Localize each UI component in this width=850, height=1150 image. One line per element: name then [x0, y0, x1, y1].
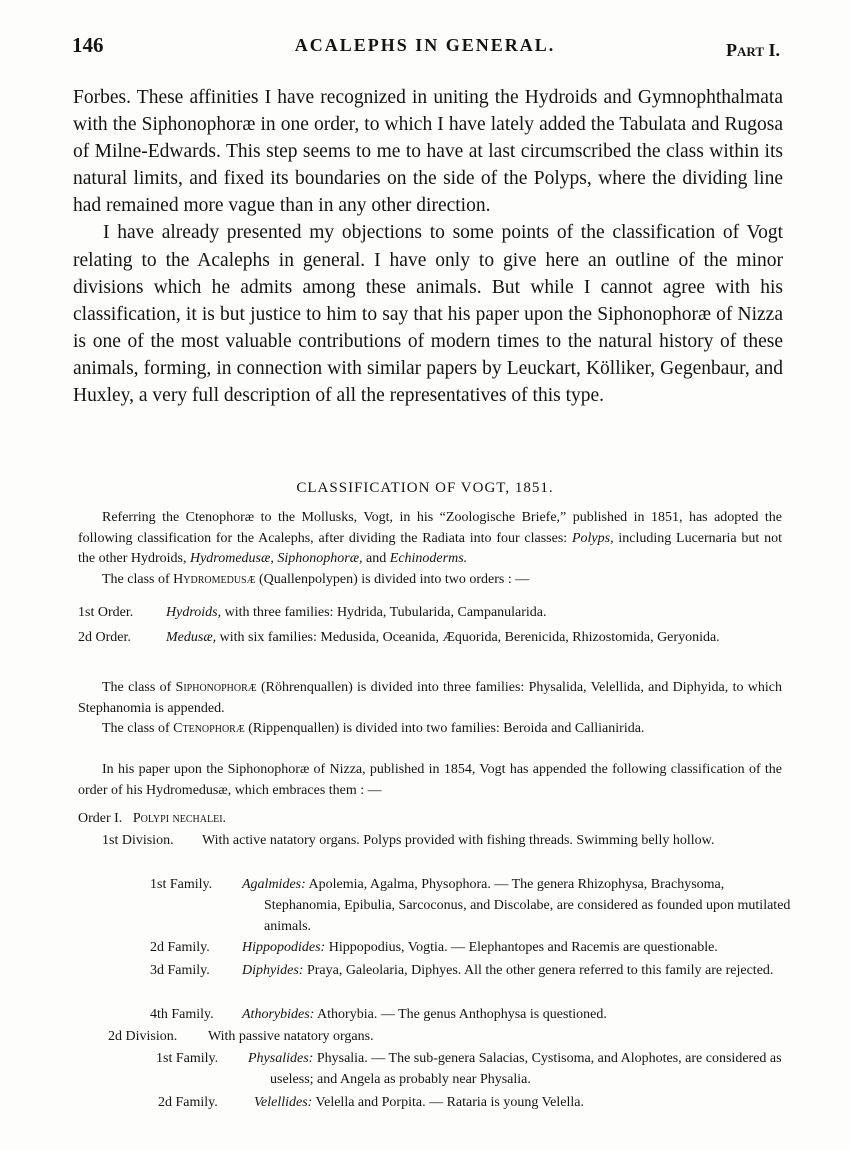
- order-name: Polypi nechalei.: [132, 811, 227, 826]
- family-name: Hippopodides:: [242, 940, 326, 955]
- division-label: 1st Division.: [102, 833, 174, 848]
- class-name: Hydromedusæ: [173, 571, 256, 587]
- order-entry: [166, 627, 794, 648]
- class-name: Ctenophoræ: [173, 721, 245, 736]
- family-label: 3d Family.: [150, 963, 210, 978]
- section-title: CLASSIFICATION OF VOGT, 1851.: [296, 480, 554, 496]
- family-entry: [242, 874, 804, 937]
- class-text: The class of: [102, 680, 176, 695]
- order-label: Order I.: [78, 811, 123, 826]
- order-text: with three families: Hydrida, Tubularida, Campanularida.: [221, 605, 547, 620]
- intro-text: Referring the Ctenophoræ to the Mollusks, Vogt, in his “Zoologische Briefe,” published in 1851, has adopted the following classification for the Acalephs, after dividing the Radiata into four classes:: [78, 510, 782, 546]
- family-text: Athorybia. — The genus Anthophysa is questioned.: [314, 1007, 607, 1022]
- class-name: Siphonophoræ: [175, 680, 257, 695]
- order-name: Medusæ,: [166, 630, 217, 645]
- class-paragraphs: [78, 678, 782, 740]
- division-text: With active natatory organs. Polyps provided with fishing threads. Swimming belly hollow.: [202, 833, 715, 848]
- family-entry: [242, 960, 804, 981]
- family-entry: [242, 937, 782, 958]
- running-title: ACALEPHS IN GENERAL.: [294, 35, 556, 55]
- paragraph: Forbes. These affinities I have recognized in uniting the Hydroids and Gymnophthalmata with the Siphonophoræ in one order, to which I have lately added the Tabulata and Rugosa of Milne-Edwards. This step seems to me to have at last circumscribed the class within its natural limits, and fixed its boundaries on the side of the Polyps, where the dividing line had remained more vague than in any other direction.: [73, 87, 783, 217]
- paragraph: In his paper upon the Siphonophoræ of Nizza, published in 1854, Vogt has appended the following classification of the order of his Hydromedusæ, which embraces them : —: [78, 762, 782, 798]
- family-entry: [242, 1004, 782, 1025]
- family-label: 4th Family.: [150, 1007, 214, 1022]
- taxon-name: Hydromedusæ,: [189, 551, 274, 566]
- order-label: 2d Order.: [78, 630, 131, 645]
- family-label: 1st Family.: [156, 1051, 219, 1066]
- division-label: 2d Division.: [108, 1029, 178, 1044]
- page-number: 146: [72, 33, 104, 57]
- family-text: Physalia. — The sub-genera Salacias, Cystisoma, and Alophotes, are considered as useless; and Angela as probably near Physalia.: [270, 1051, 782, 1087]
- class-text: (Röhrenquallen) is divided into three families: Physalida, Velellida, and Diphyida, to which Stephanomia is appended.: [78, 680, 782, 716]
- family-text: Apolemia, Agalma, Physophora. — The genera Rhizophysa, Brachysoma, Stephanomia, Epibulia, Sarcoconus, and Discolabe, are considered as founded upon mutilated animals.: [264, 877, 791, 934]
- family-text: Velella and Porpita. — Rataria is young Velella.: [312, 1095, 584, 1110]
- order-text: with six families: Medusida, Oceanida, Æquorida, Berenicida, Rhizostomida, Geryonida.: [216, 630, 720, 645]
- cteno-class-paragraph: [78, 719, 782, 740]
- family-entry: [254, 1092, 782, 1113]
- order-label: 1st Order.: [78, 605, 134, 620]
- intro-text: and: [362, 551, 390, 566]
- siph-class-paragraph: [78, 678, 782, 719]
- division-text: With passive natatory organs.: [208, 1029, 374, 1044]
- family-entry: [248, 1048, 804, 1090]
- order-entry: [166, 602, 782, 623]
- family-text: Praya, Galeolaria, Diphyes. All the other genera referred to this family are rejected.: [303, 963, 774, 978]
- intro-paragraph: [78, 508, 782, 570]
- class-text: The class of: [102, 721, 174, 736]
- family-name: Diphyides:: [242, 963, 304, 978]
- class-text: (Quallenpolypen) is divided into two orders : —: [255, 571, 530, 587]
- taxon-name: Polyps,: [571, 530, 614, 546]
- order-name: Hydroids,: [166, 605, 222, 620]
- family-name: Agalmides:: [242, 877, 306, 892]
- family-name: Velellides:: [254, 1095, 313, 1110]
- taxon-name: Siphonophoræ,: [277, 551, 363, 566]
- family-name: Physalides:: [248, 1051, 314, 1066]
- main-text: [73, 84, 783, 409]
- hydro-class-paragraph: [78, 570, 782, 591]
- part-label: Part I.: [726, 40, 780, 60]
- family-label: 2d Family.: [150, 940, 210, 955]
- taxon-name: Echinoderms.: [389, 551, 468, 566]
- family-text: Hippopodius, Vogtia. — Elephantopes and Racemis are questionable.: [325, 940, 718, 955]
- class-text: (Rippenquallen) is divided into two families: Beroida and Callianirida.: [244, 721, 645, 736]
- class-text: The class of: [102, 571, 174, 587]
- intro-text: including Lucernaria but not the other Hydroids,: [78, 530, 782, 566]
- family-name: Athorybides:: [242, 1007, 315, 1022]
- family-label: 2d Family.: [158, 1095, 218, 1110]
- paragraph: I have already presented my objections to some points of the classification of Vogt relating to the Acalephs in general. I have only to give here an outline of the minor divisions which he admits among these animals. But while I cannot agree with his classification, it is but justice to him to say that his paper upon the Siphonophoræ of Nizza is one of the most valuable contributions of modern times to the natural history of these animals, forming, in connection with similar papers by Leuckart, Kölliker, Gegenbaur, and Huxley, a very full description of all the representatives of this type.: [73, 222, 783, 407]
- family-label: 1st Family.: [150, 877, 213, 892]
- order-one: [78, 808, 226, 829]
- paper-1854-paragraph: [78, 760, 782, 801]
- classification-intro: [78, 508, 782, 590]
